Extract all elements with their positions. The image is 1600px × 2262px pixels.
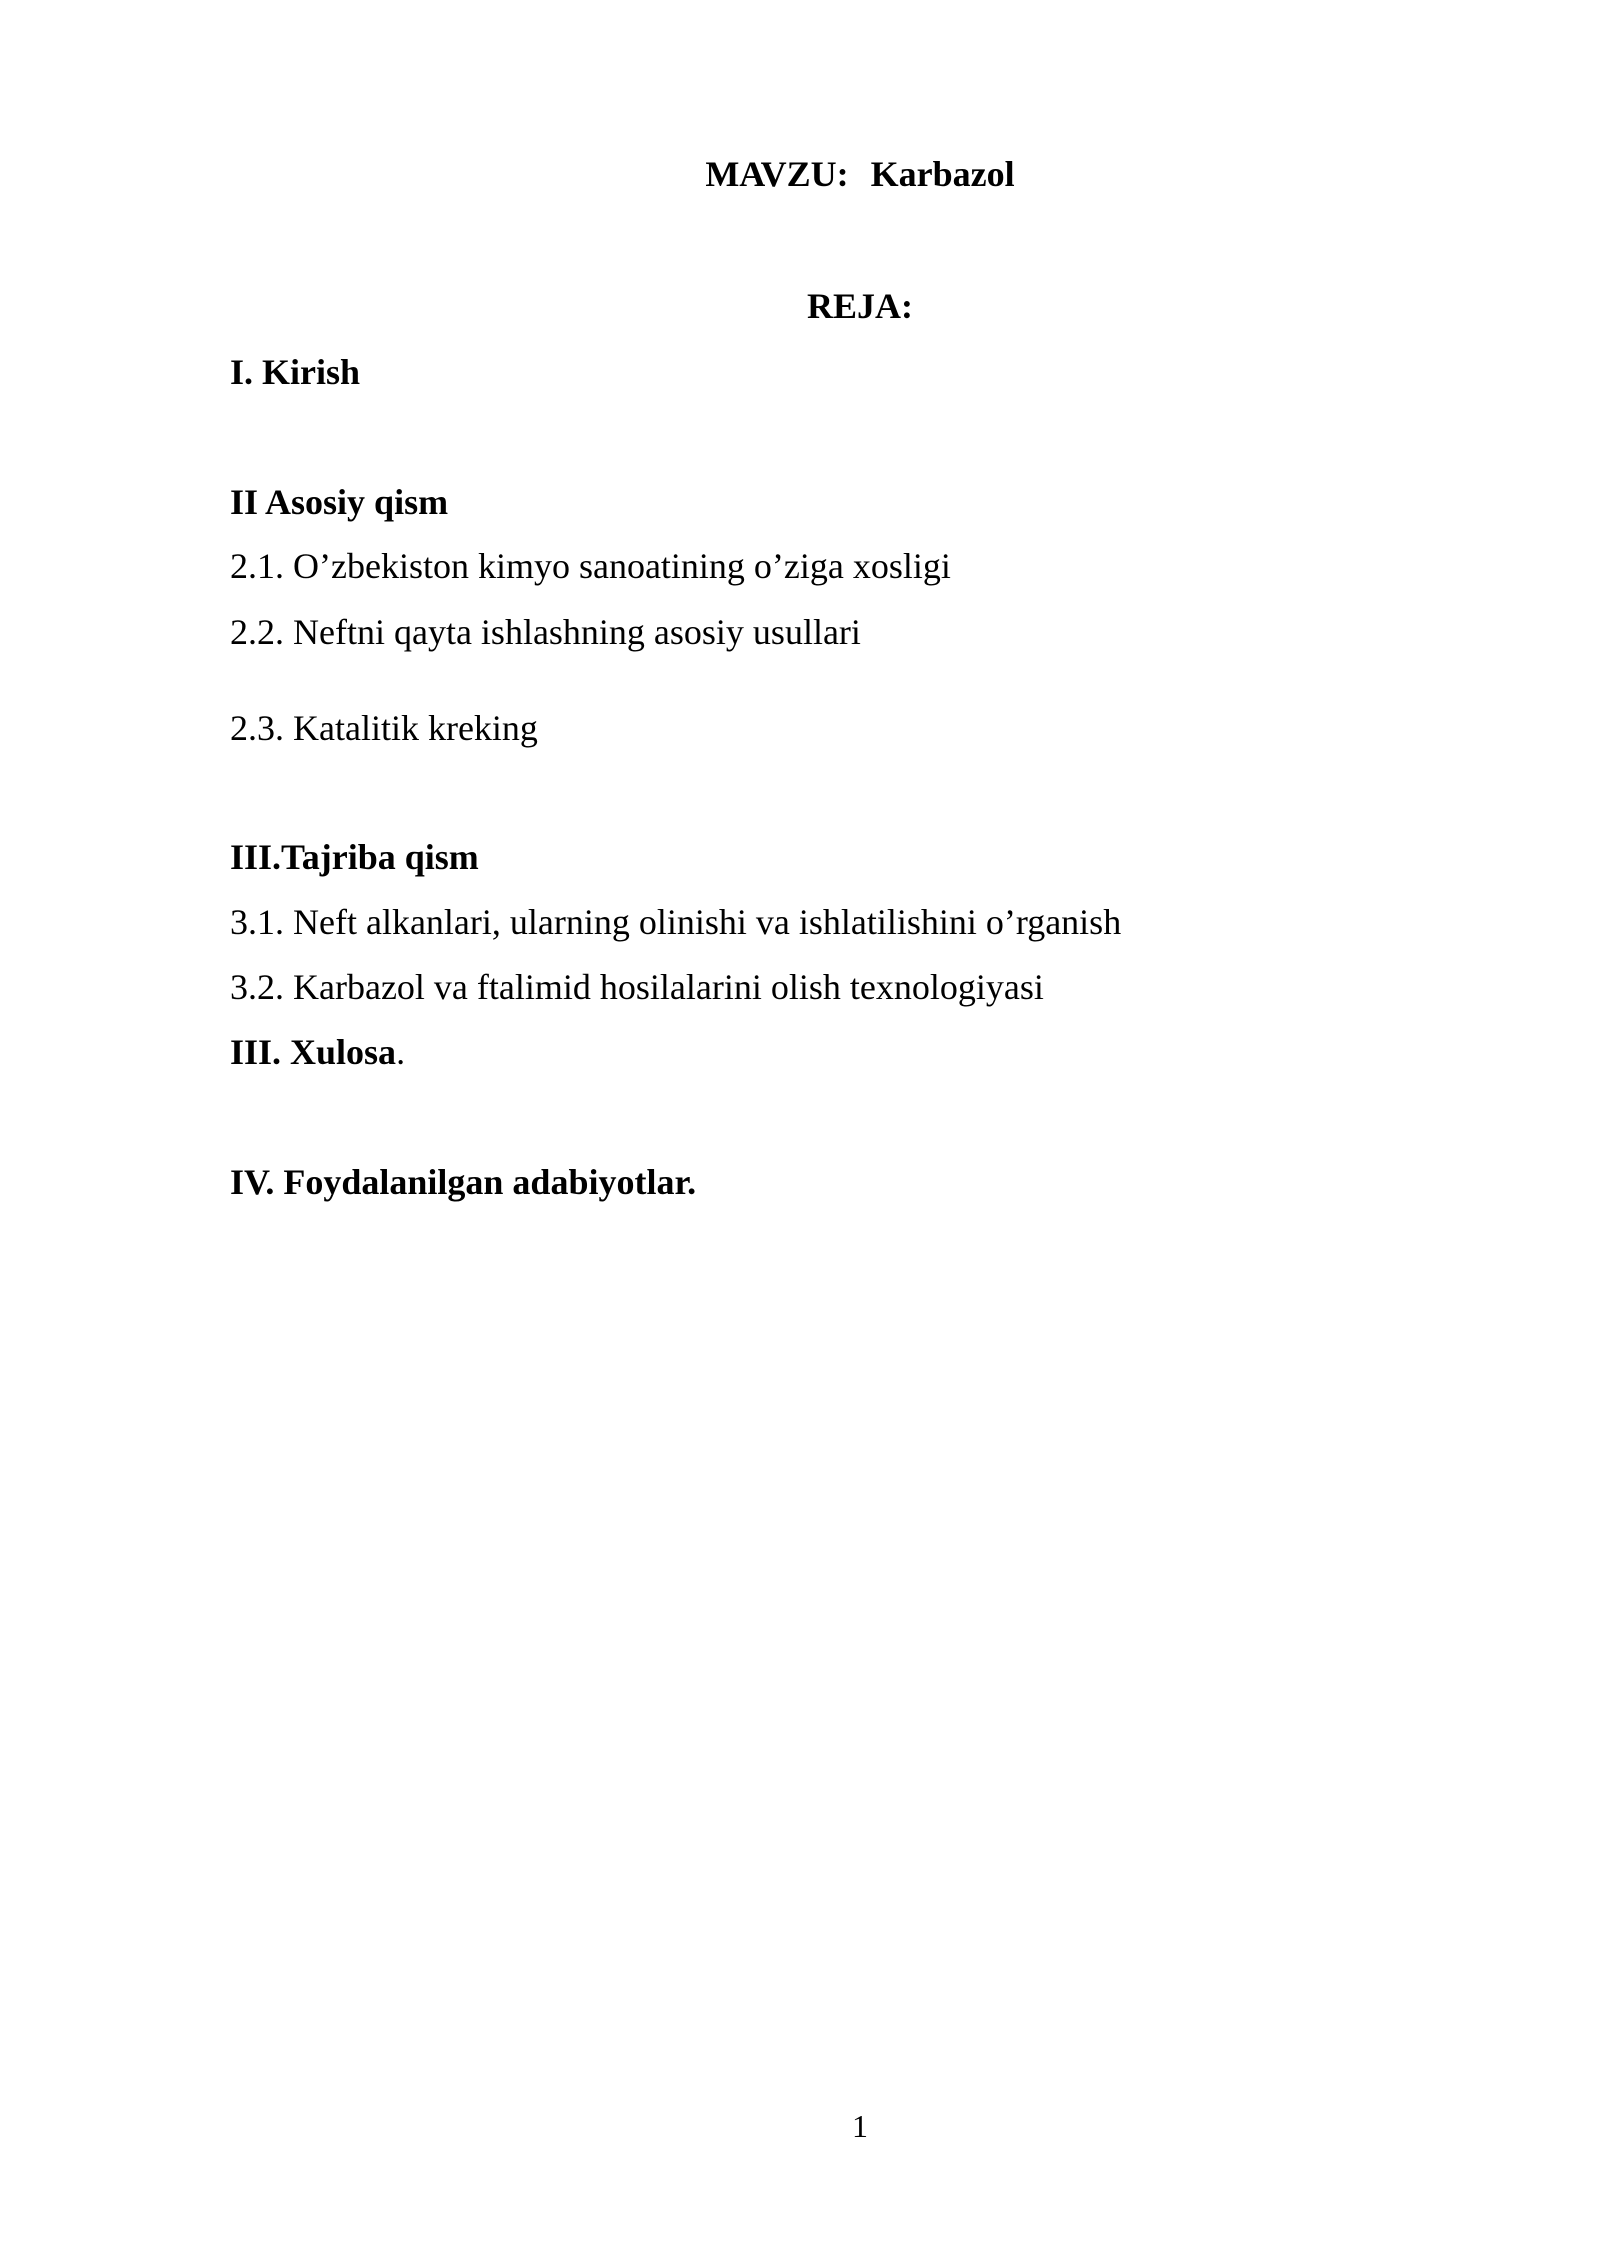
title-label: MAVZU:	[705, 154, 849, 194]
document-title	[0, 152, 1600, 196]
title-topic: Karbazol	[870, 154, 1015, 194]
section-heading-conclusion	[230, 1030, 405, 1074]
plan-item: 3.1. Neft alkanlari, ularning olinishi va ishlatilishini o’rganish	[230, 902, 1122, 942]
plan-item: 2.1. O’zbekiston kimyo sanoatining o’ziga xosligi	[230, 546, 951, 586]
page-number: 1	[852, 2108, 868, 2144]
plan-item: 3.2. Karbazol va ftalimid hosilalarini olish texnologiyasi	[230, 967, 1044, 1007]
section-heading-experimental-part: III.Tajriba qism	[230, 837, 479, 877]
section-heading-introduction: I. Kirish	[230, 352, 361, 392]
plan-heading: REJA:	[807, 286, 913, 326]
conclusion-heading-text: III. Xulosa	[230, 1032, 397, 1072]
section-heading-main-part: II Asosiy qism	[230, 482, 449, 522]
conclusion-trailing-period: .	[396, 1032, 406, 1072]
plan-item: 2.3. Katalitik kreking	[230, 708, 538, 748]
plan-item: 2.2. Neftni qayta ishlashning asosiy usullari	[230, 612, 861, 652]
section-heading-references: IV. Foydalanilgan adabiyotlar.	[230, 1162, 697, 1202]
